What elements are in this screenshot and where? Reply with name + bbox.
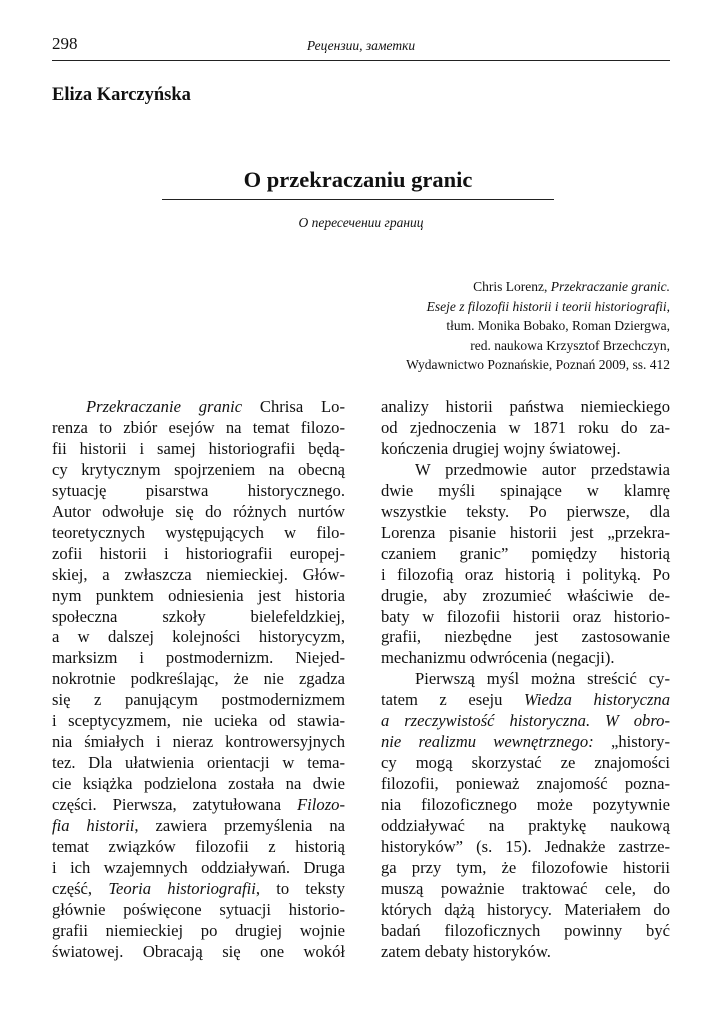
bibliographic-reference xyxy=(406,277,670,375)
page-number: 298 xyxy=(52,34,78,53)
text-line: a w dalszej kolejności historycyzm, xyxy=(52,627,345,647)
text-line: cy krytycznym spojrzeniem na obecną xyxy=(52,459,345,479)
text-line: renza to zbiór esejów na temat filozo- xyxy=(52,417,345,437)
text-line: historyków” (s. 15). Jednakże zastrze- xyxy=(381,837,670,857)
text-line: temat związków filozofii z historią xyxy=(52,837,345,857)
text-line: filozofii, ponieważ znajomość pozna- xyxy=(381,774,670,794)
bib-line: Chris Lorenz, Przekraczanie granic. xyxy=(473,279,670,294)
text-line: nia filozoficznego może pozytywnie xyxy=(381,795,670,815)
text-line: i sceptycyzmem, nie ucieka od stawia- xyxy=(52,711,345,731)
text-line: głównie poświęcone sytuacji historio- xyxy=(52,899,345,919)
text-line: ga przy tym, że filozofowie historii xyxy=(381,857,670,877)
text-line: muszą poważnie traktować cele, do xyxy=(381,878,670,898)
text-line: i filozofią oraz historią i polityką. Po xyxy=(381,564,670,584)
text-line: fia historii, zawiera przemyślenia na xyxy=(52,816,345,836)
article-title: O przekraczaniu granic xyxy=(162,167,554,200)
text-line: zofii historii i historiografii europej- xyxy=(52,543,345,563)
text-line: teoretycznych występujących w filo- xyxy=(52,522,345,542)
bib-line: red. naukowa Krzysztof Brzechczyn, xyxy=(470,337,670,353)
text-line: tatem z eseju Wiedza historyczna xyxy=(381,690,670,710)
bib-line: Wydawnictwo Poznańskie, Poznań 2009, ss. 412 xyxy=(406,357,670,373)
text-line: marksizm i postmodernizm. Niejed- xyxy=(52,648,345,668)
text-line: badań filozoficznych powinny być xyxy=(381,920,670,940)
text-line: kończenia drugiej wojny światowej. xyxy=(381,438,621,458)
article-author: Eliza Karczyńska xyxy=(52,85,191,105)
article-subtitle: О пересечении границ xyxy=(298,215,424,230)
text-line: których dążą historycy. Materiałem do xyxy=(381,899,670,919)
text-line: tez. Dla ułatwienia orientacji w tema- xyxy=(52,753,345,773)
body-column-right xyxy=(381,397,670,963)
running-head-title: Рецензии, заметки xyxy=(306,38,416,53)
text-line: się z panującym postmodernizmem xyxy=(52,690,345,710)
text-line: światowej. Obracają się one wokół xyxy=(52,941,345,961)
text-line: i ich wzajemnych oddziaływań. Druga xyxy=(52,857,345,877)
text-line: nokrotnie podkreślając, że nie zgadza xyxy=(52,669,345,689)
text-line: drugie, aby zrozumieć właściwie de- xyxy=(381,585,670,605)
text-line: grafii, niezbędne jest zastosowanie xyxy=(381,627,670,647)
text-line: zatem debaty historyków. xyxy=(381,941,551,961)
body-column-left xyxy=(52,397,345,963)
text-line: mechanizmu odwrócenia (negacji). xyxy=(381,648,615,668)
text-line: od zjednoczenia w 1871 roku do za- xyxy=(381,417,670,437)
text-line: analizy historii państwa niemieckiego xyxy=(381,397,670,416)
text-line: Autor odwołuje się do różnych nurtów xyxy=(52,501,345,521)
text-line: społeczna szkoły bielefeldzkiej, xyxy=(52,606,345,626)
text-line: oddziaływać na praktykę naukową xyxy=(381,816,670,836)
text-line: wszystkie teksty. Po pierwsze, dla xyxy=(381,501,670,521)
text-line: grafii niemieckiej po drugiej wojnie xyxy=(52,920,345,940)
running-header xyxy=(52,34,670,61)
bib-line: tłum. Monika Bobako, Roman Dziergwa, xyxy=(446,318,670,334)
bib-line: Eseje z filozofii historii i teorii historiografii, xyxy=(426,298,670,314)
text-line: skiej, a zwłaszcza niemieckiej. Głów- xyxy=(52,564,345,584)
text-line: fii historii i samej historiografii będą- xyxy=(52,438,345,458)
text-line: nie realizmu wewnętrznego: „history- xyxy=(381,732,670,752)
text-line: baty w filozofii historii oraz historio- xyxy=(381,606,670,626)
text-line: nia śmiałych i nieraz kontrowersyjnych xyxy=(52,732,345,752)
text-line: W przedmowie autor przedstawia xyxy=(415,459,670,479)
text-line: nym punktem odniesienia jest historia xyxy=(52,585,345,605)
text-line: cy mogą skorzystać ze znajomości xyxy=(381,753,670,773)
text-line: część, Teoria historiografii, to teksty xyxy=(52,878,345,898)
text-line: a rzeczywistość historyczna. W obro- xyxy=(381,711,670,731)
text-line: Lorenza pisanie historii jest „przekra- xyxy=(381,522,670,542)
text-line: części. Pierwsza, zatytułowana Filozo- xyxy=(52,795,345,815)
text-line: dwie myśli spinające w klamrę xyxy=(381,480,670,500)
text-line: Przekraczanie granic Chrisa Lo- xyxy=(86,397,346,416)
text-line: cie książka podzielona została na dwie xyxy=(52,774,345,794)
text-line: czaniem granic” pomiędzy historią xyxy=(381,543,670,563)
text-line: Pierwszą myśl można streścić cy- xyxy=(415,669,670,689)
text-line: sytuację pisarstwa historycznego. xyxy=(52,480,345,500)
